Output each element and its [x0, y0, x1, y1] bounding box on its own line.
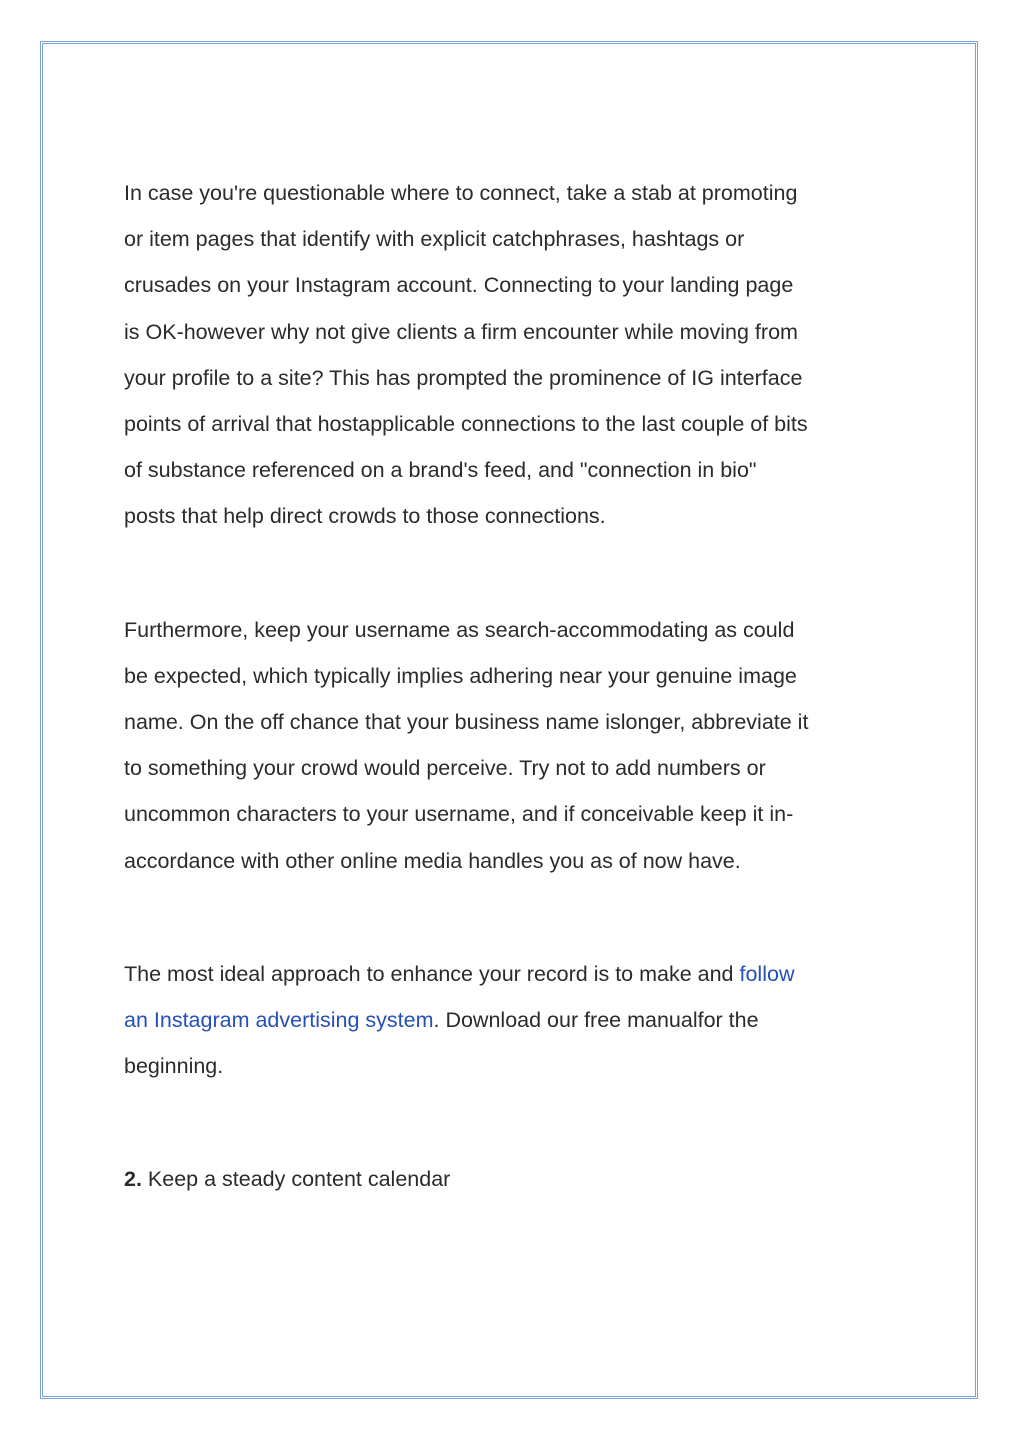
paragraph-spacer [124, 884, 894, 951]
paragraph-spacer [124, 1089, 894, 1156]
text-line: crusades on your Instagram account. Connecting to your landing page [124, 273, 794, 298]
text-line [124, 951, 894, 997]
text-line: posts that help direct crowds to those connections. [124, 504, 606, 529]
step-title: Keep a steady content calendar [141, 1167, 451, 1192]
text-line: uncommon characters to your username, and if conceivable keep it in- [124, 802, 794, 827]
text-line: of substance referenced on a brand's feed, and "connection in bio" [124, 458, 757, 483]
text-segment: The most ideal approach to enhance your record is to make and [124, 961, 740, 986]
step-heading [124, 1156, 894, 1202]
text-line: name. On the off chance that your business name islonger, abbreviate it [124, 710, 809, 735]
text-line [124, 997, 894, 1043]
document-body [124, 170, 894, 1203]
text-segment: . Download our free manualfor the [433, 1008, 759, 1033]
paragraph-spacer [124, 540, 894, 607]
text-line: your profile to a site? This has prompted the prominence of IG interface [124, 365, 803, 390]
text-line: Furthermore, keep your username as search-accommodating as could [124, 617, 795, 642]
text-line: In case you're questionable where to connect, take a stab at promoting [124, 181, 798, 205]
advertising-system-link[interactable]: follow [739, 961, 795, 986]
text-line: accordance with other online media handles you as of now have. [124, 848, 741, 873]
paragraph-username-tips [124, 607, 894, 884]
text-line: be expected, which typically implies adhering near your genuine image [124, 663, 797, 688]
text-line: points of arrival that hostapplicable connections to the last couple of bits [124, 412, 808, 437]
advertising-system-link-continued[interactable]: an Instagram advertising system [124, 1008, 434, 1033]
text-line: or item pages that identify with explicit catchphrases, hashtags or [124, 227, 745, 252]
text-line: to something your crowd would perceive. Try not to add numbers or [124, 756, 766, 781]
paragraph-linking-pages [124, 170, 894, 540]
step-number: 2. [124, 1167, 142, 1192]
text-line: is OK-however why not give clients a firm encounter while moving from [124, 319, 798, 344]
text-line [124, 1156, 894, 1202]
text-line: beginning. [124, 1054, 224, 1079]
paragraph-advertising-system [124, 951, 894, 1090]
